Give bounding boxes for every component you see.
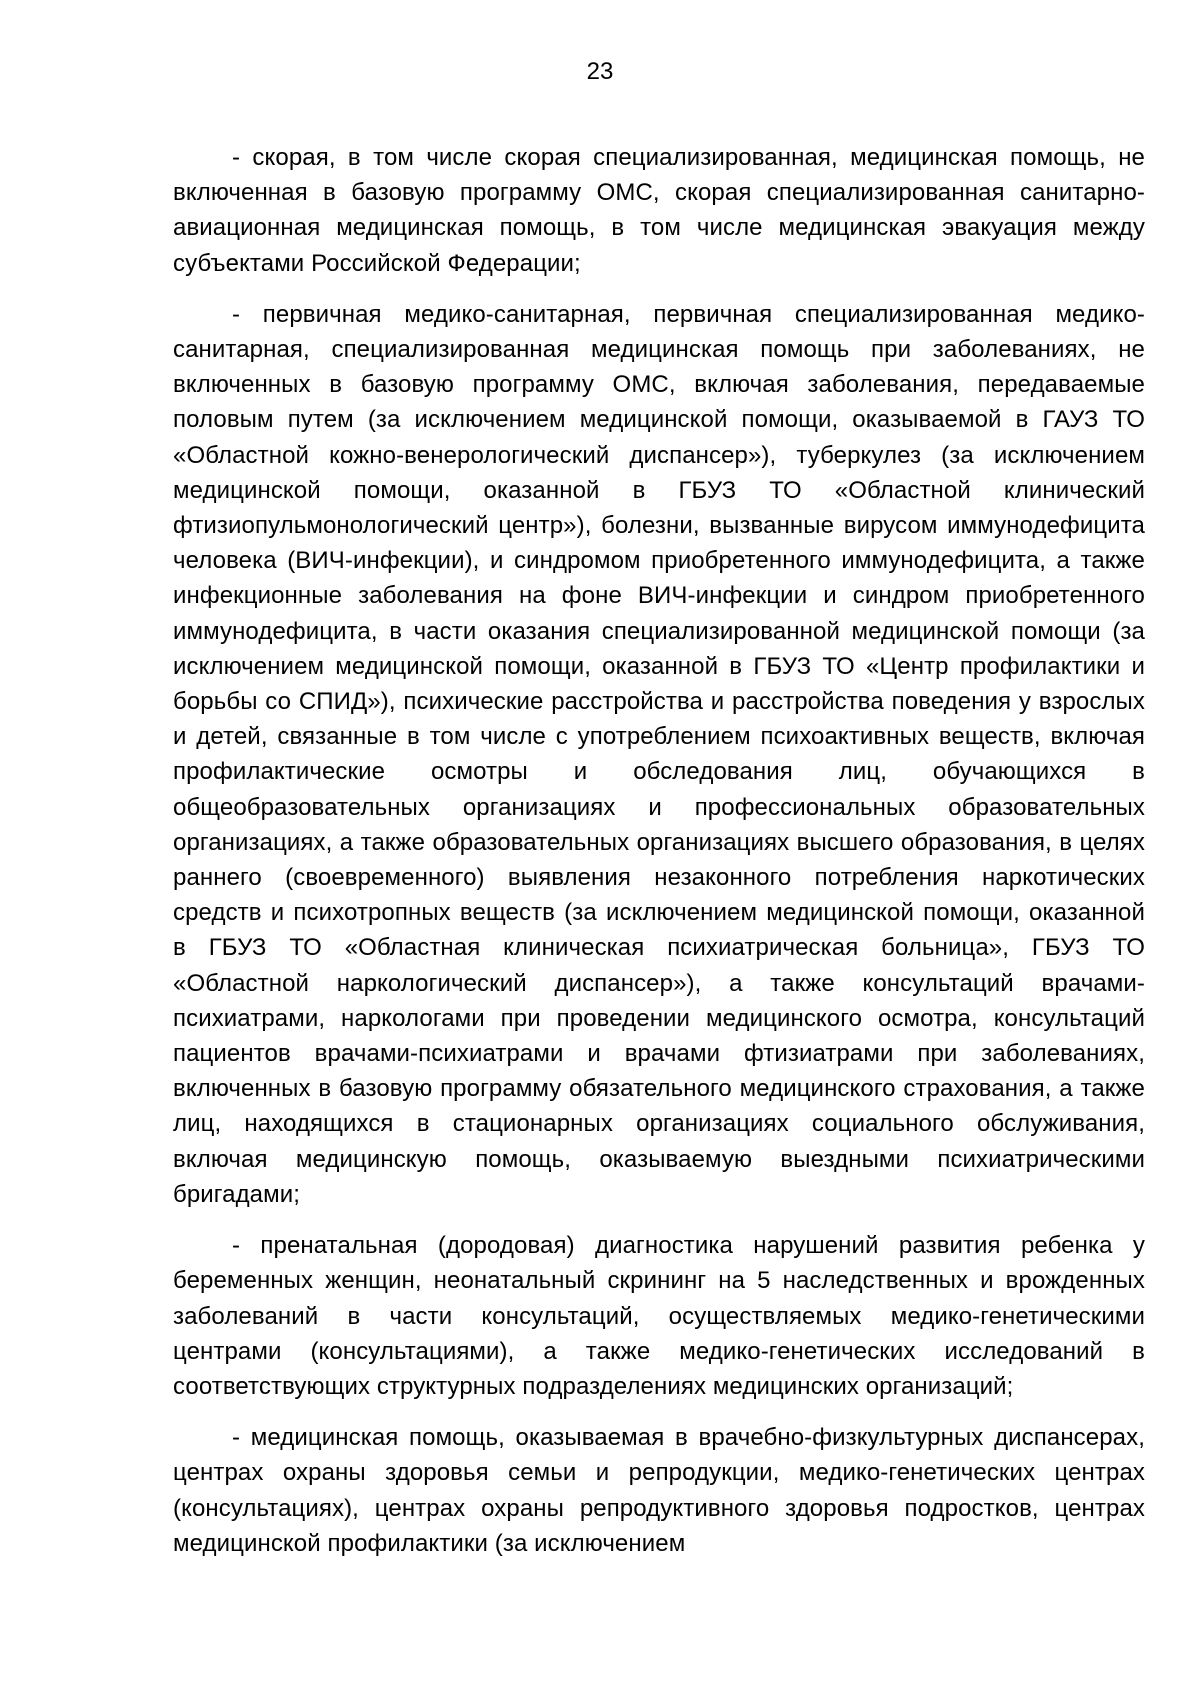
paragraph-primary-care: - первичная медико-санитарная, первичная специализированная медико-санитарная, специализированная медицинская помощь при заболеваниях, не включенных в базовую программу ОМС, включая заболевания, передаваемые половым путем (за исключением медицинской помощи, оказываемой в ГАУЗ ТО «Областной кожно-венерологический диспансер»), туберкулез (за исключением медицинской помощи, оказанной в ГБУЗ ТО «Областной клинический фтизиопульмонологический центр»), болезни, вызванные вирусом иммунодефицита человека (ВИЧ-инфекции), и синдромом приобретенного иммунодефицита, а также инфекционные заболевания на фоне ВИЧ-инфекции и синдром приобретенного иммунодефицита, в части оказания специализированной медицинской помощи (за исключением медицинской помощи, оказанной в ГБУЗ ТО «Центр профилактики и борьбы со СПИД»), психические расстройства и расстройства поведения у взрослых и детей, связанные в том числе с употреблением психоактивных веществ, включая профилактические осмотры и обследования лиц, обучающихся в общеобразовательных организациях и профессиональных образовательных организациях, а также образовательных организациях высшего образования, в целях раннего (своевременного) выявления незаконного потребления наркотических средств и психотропных веществ (за исключением медицинской помощи, оказанной в ГБУЗ ТО «Областная клиническая психиатрическая больница», ГБУЗ ТО «Областной наркологический диспансер»), а также консультаций врачами-психиатрами, наркологами при проведении медицинского осмотра, консультаций пациентов врачами-психиатрами и врачами фтизиатрами при заболеваниях, включенных в базовую программу обязательного медицинского страхования, а также лиц, находящихся в стационарных организациях социального обслуживания, включая медицинскую помощь, оказываемую выездными психиатрическими бригадами; <box>173 300 1145 1208</box>
document-body <box>173 140 1145 1577</box>
paragraph-ambulance-care: - скорая, в том числе скорая специализированная, медицинская помощь, не включенная в базовую программу ОМС, скорая специализированная санитарно-авиационная медицинская помощь, в том числе медицинская эвакуация между субъектами Российской Федерации; <box>173 144 1145 277</box>
paragraph-prenatal-diagnostics: - пренатальная (дородовая) диагностика нарушений развития ребенка у беременных женщин, неонатальный скрининг на 5 наследственных и врожденных заболеваний в части консультаций, осуществляемых медико-генетическими центрами (консультациями), а также медико-генетических исследований в соответствующих структурных подразделениях медицинских организаций; <box>173 1232 1145 1400</box>
paragraph-medical-dispensaries: - медицинская помощь, оказываемая в врачебно-физкультурных диспансерах, центрах охраны здоровья семьи и репродукции, медико-генетических центрах (консультациях), центрах охраны репродуктивного здоровья подростков, центрах медицинской профилактики (за исключением <box>173 1424 1145 1557</box>
page-number: 23 <box>586 58 614 85</box>
